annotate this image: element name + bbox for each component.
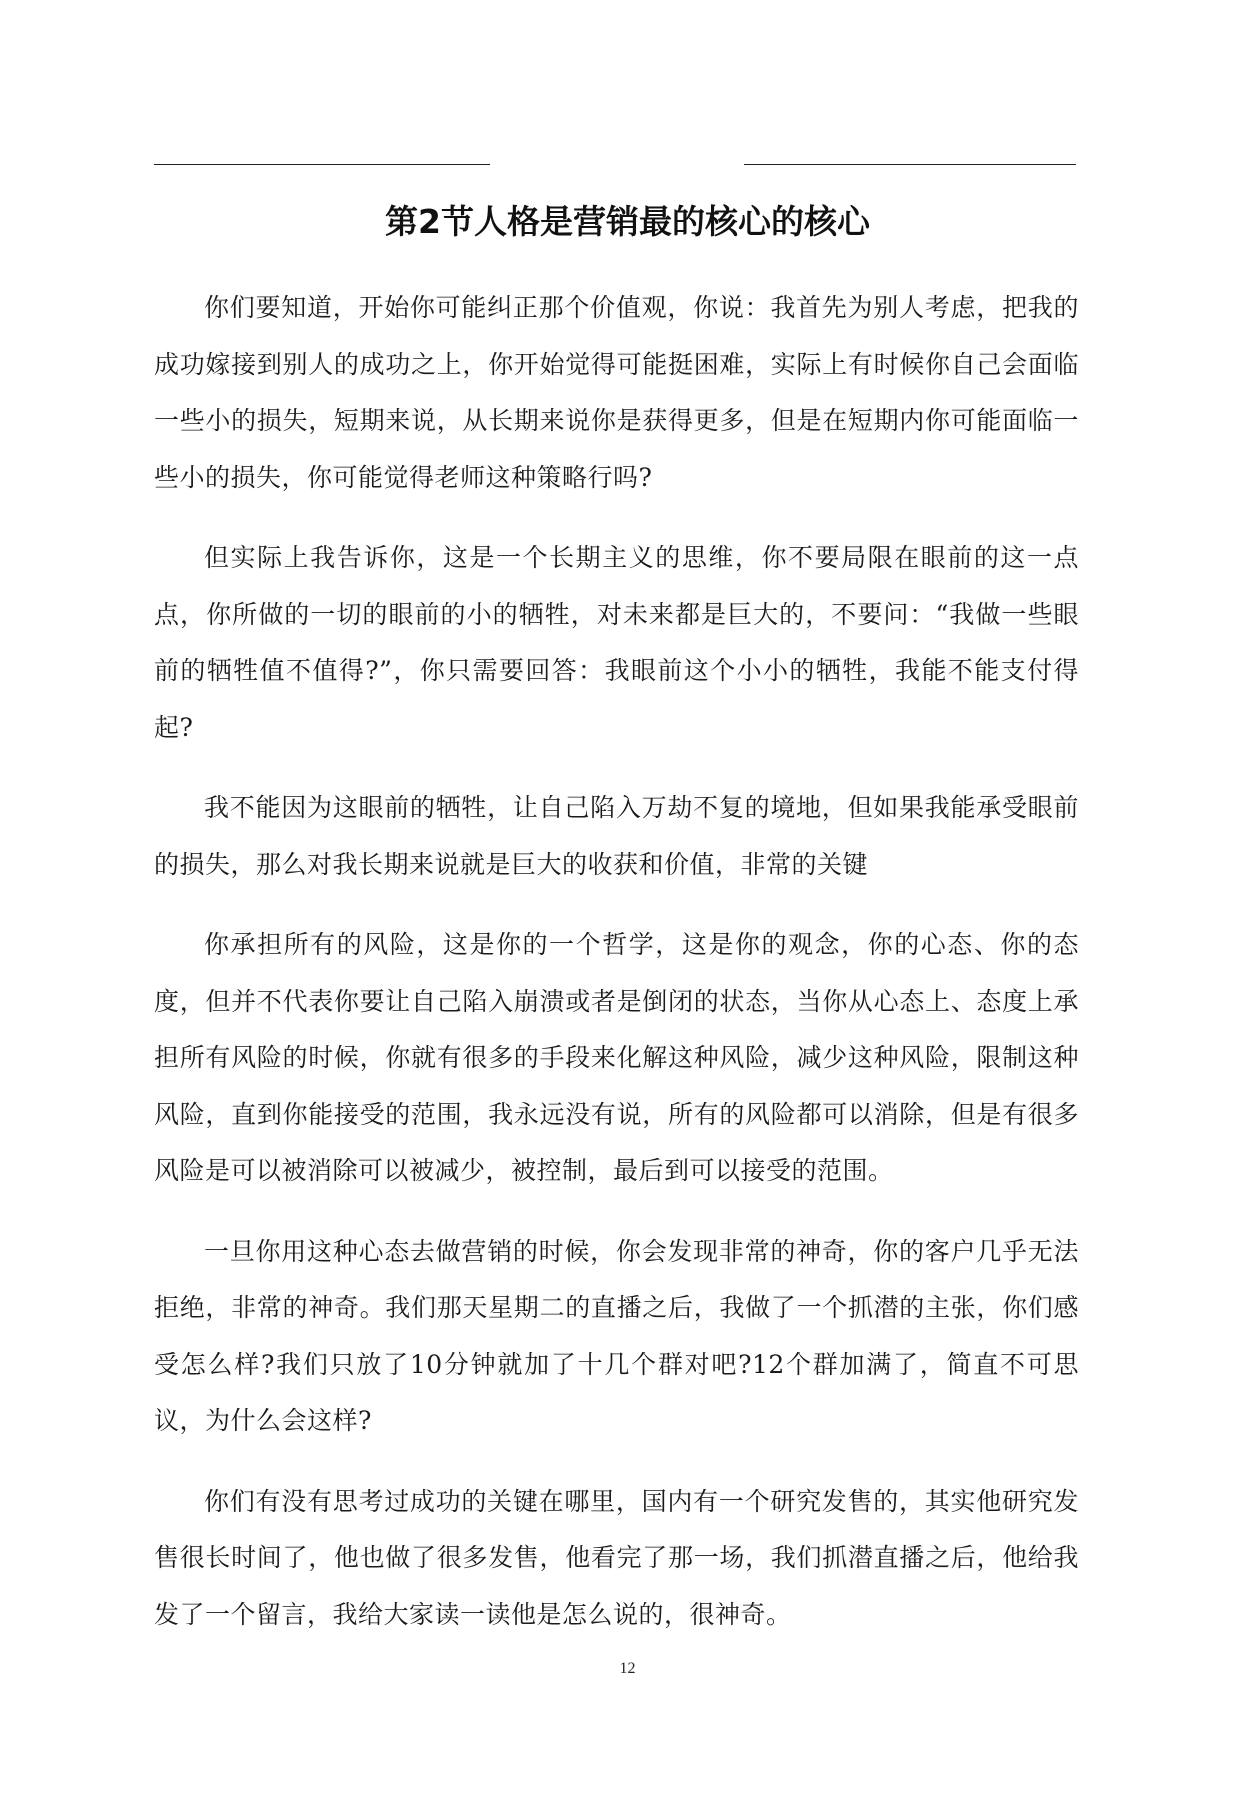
paragraph-6: 你们有没有思考过成功的关键在哪里，国内有一个研究发售的，其实他研究发售很长时间了，他也做了很多发售，他看完了那一场，我们抓潜直播之后，他给我发了一个留言，我给大家读一读他是怎么说的，很神奇。 bbox=[154, 1486, 1079, 1629]
header-rule-right bbox=[744, 164, 1076, 165]
paragraph-3: 我不能因为这眼前的牺牲，让自己陷入万劫不复的境地，但如果我能承受眼前的损失，那么对我长期来说就是巨大的收获和价值，非常的关键 bbox=[154, 793, 1079, 879]
paragraph-1: 你们要知道，开始你可能纠正那个价值观，你说：我首先为别人考虑，把我的成功嫁接到别人的成功之上，你开始觉得可能挺困难，实际上有时候你自己会面临一些小的损失，短期来说，从长期来说你是获得更多，但是在短期内你可能面临一些小的损失，你可能觉得老师这种策略行吗? bbox=[154, 293, 1079, 492]
header-rule-left bbox=[154, 164, 490, 165]
paragraph-5: 一旦你用这种心态去做营销的时候，你会发现非常的神奇，你的客户几乎无法拒绝，非常的神奇。我们那天星期二的直播之后，我做了一个抓潜的主张，你们感受怎么样?我们只放了10分钟就加了十几个群对吧?12个群加满了，简直不可思议，为什么会这样? bbox=[154, 1236, 1079, 1435]
paragraph-4: 你承担所有的风险，这是你的一个哲学，这是你的观念，你的心态、你的态度，但并不代表你要让自己陷入崩溃或者是倒闭的状态，当你从心态上、态度上承担所有风险的时候，你就有很多的手段来化解这种风险，减少这种风险，限制这种风险，直到你能接受的范围，我永远没有说，所有的风险都可以消除，但是有很多风险是可以被消除可以被减少，被控制，最后到可以接受的范围。 bbox=[154, 930, 1079, 1185]
paragraph-2: 但实际上我告诉你，这是一个长期主义的思维，你不要局限在眼前的这一点点，你所做的一切的眼前的小的牺牲，对未来都是巨大的，不要问：“我做一些眼前的牺牲值不值得?”，你只需要回答：我眼前这个小小的牺牲，我能不能支付得起? bbox=[154, 543, 1079, 742]
document-body bbox=[154, 280, 1079, 1667]
section-title: 第2节人格是营销最的核心的核心 bbox=[385, 202, 870, 241]
page-number: 12 bbox=[619, 1660, 636, 1677]
